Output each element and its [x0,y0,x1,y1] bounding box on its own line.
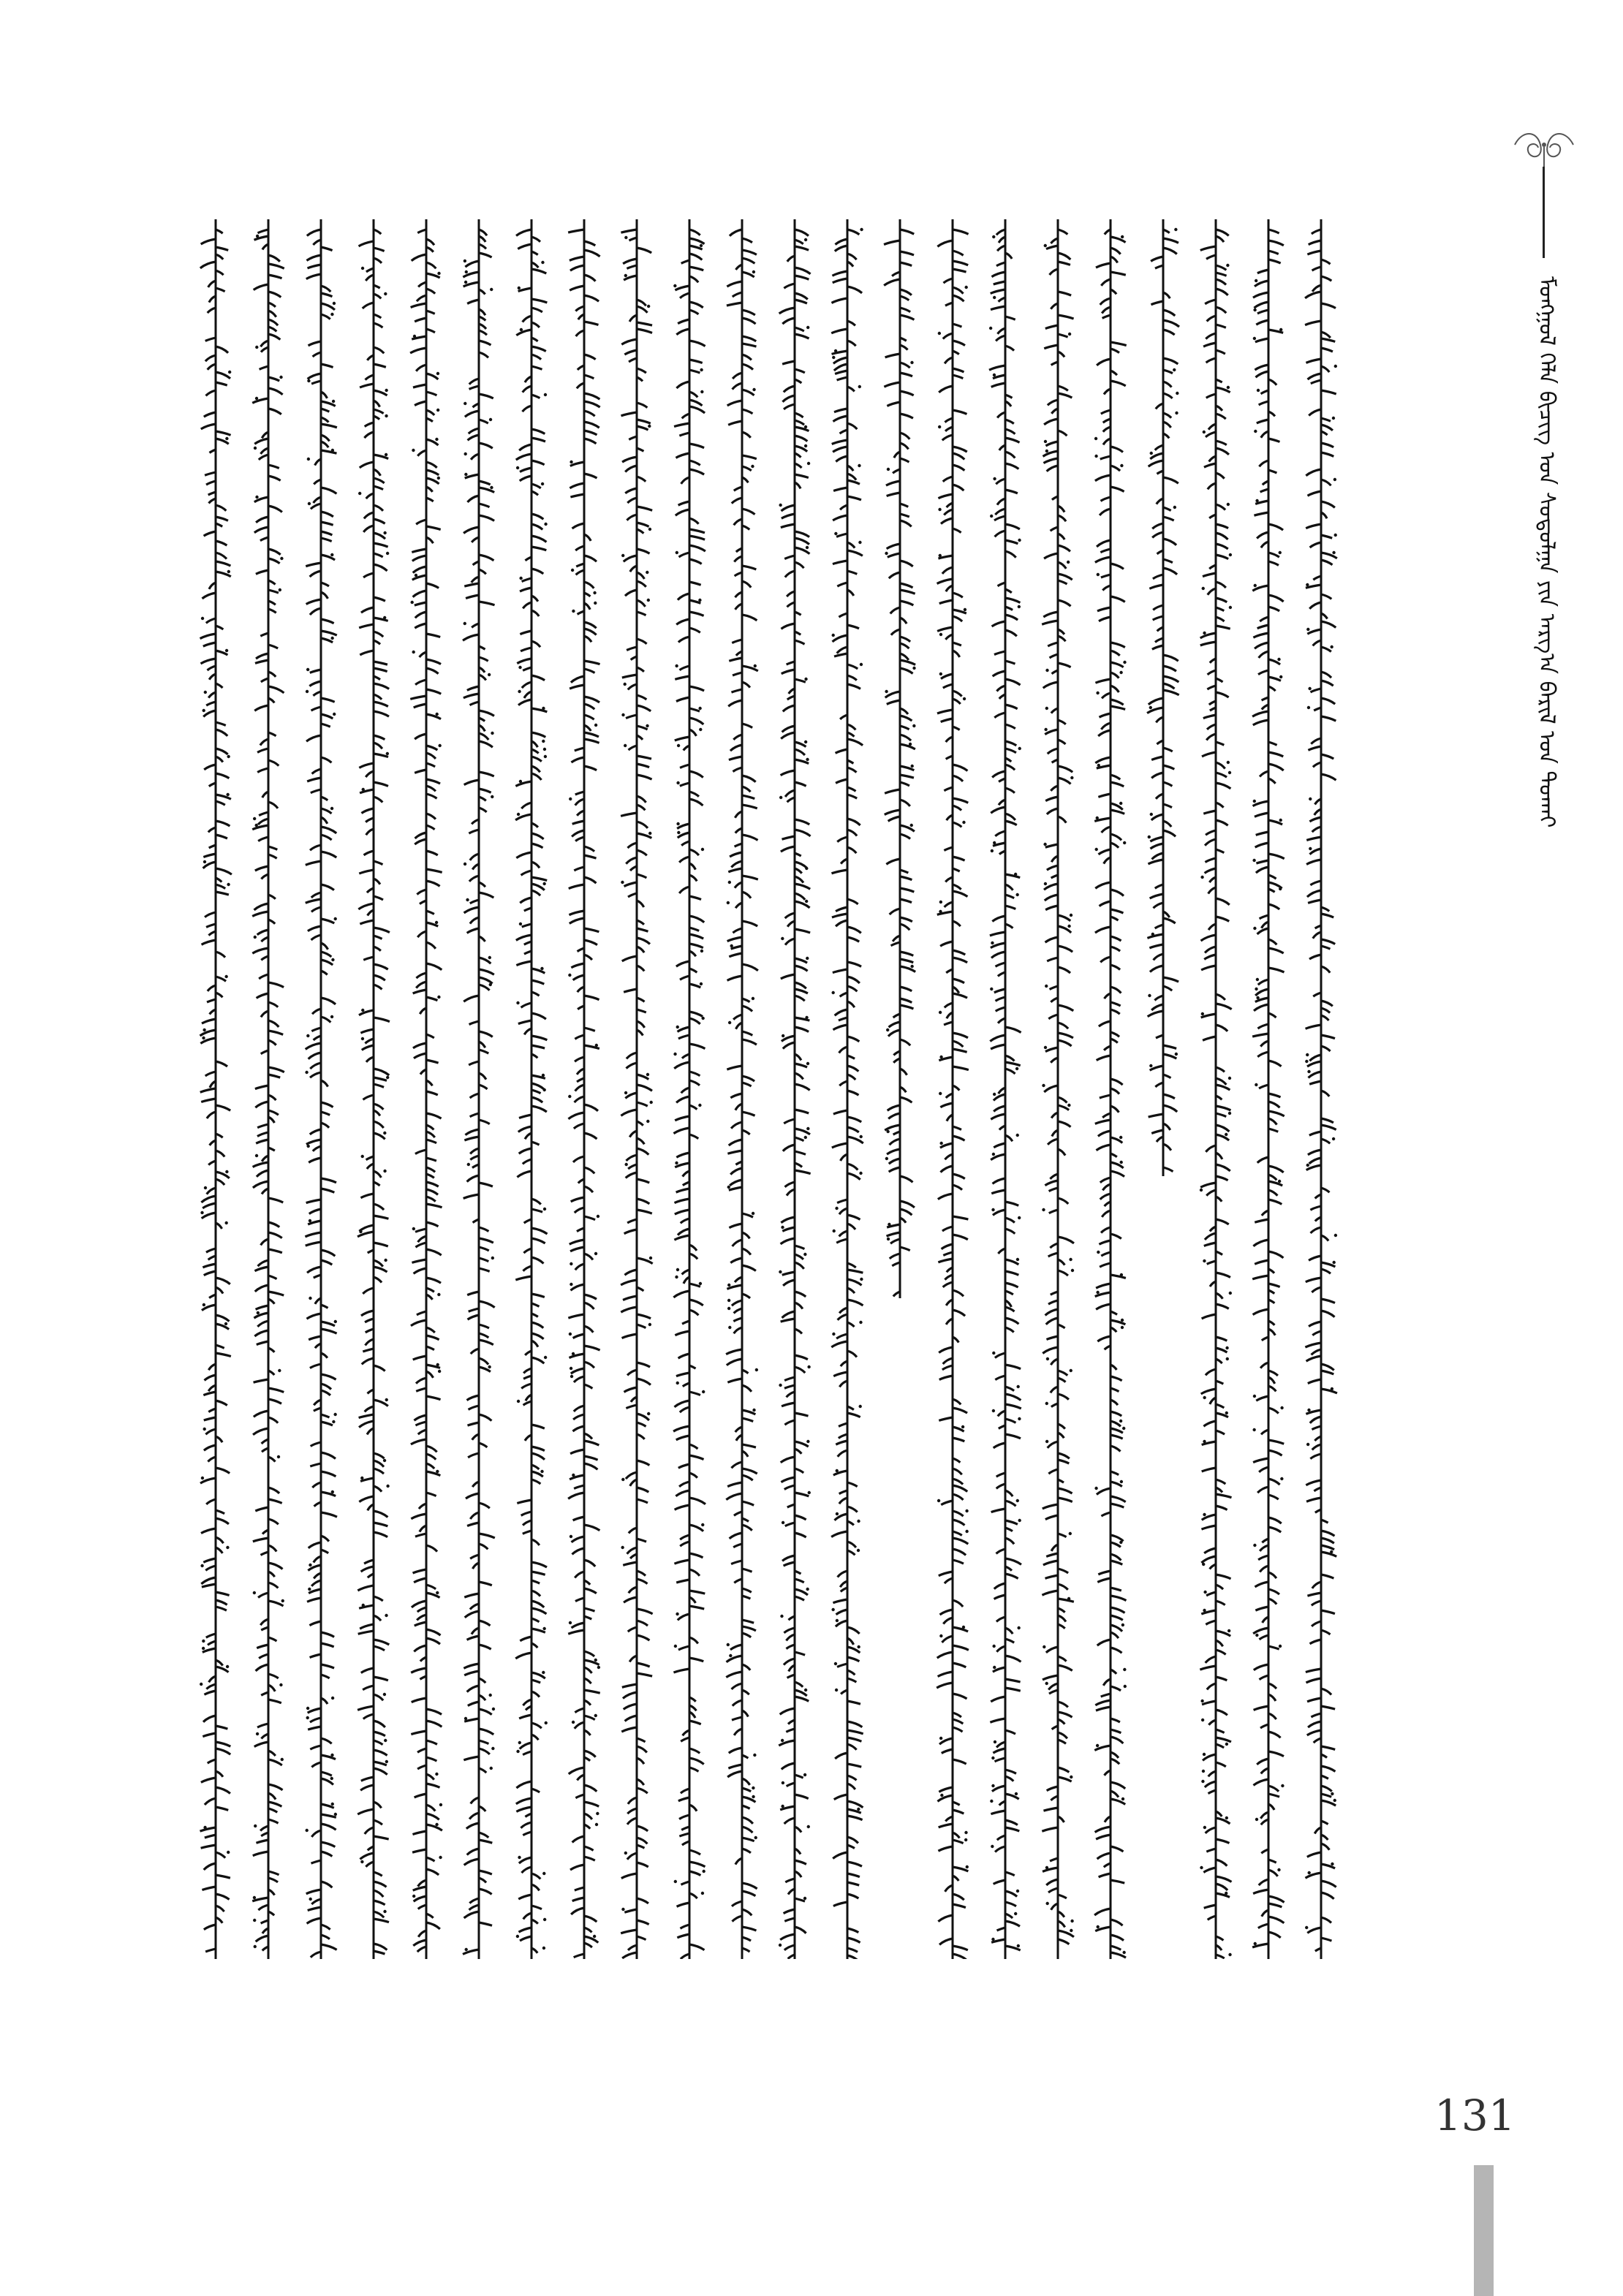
text-column [250,219,287,1959]
text-column [724,219,760,1959]
body-text [197,219,1411,1959]
text-column [408,219,444,1959]
text-column [303,219,339,1959]
text-column [197,219,234,1959]
text-column [671,219,708,1959]
text-column [829,219,866,1959]
text-column [1303,219,1339,1959]
text-column [1145,219,1181,1959]
header-rule [1543,167,1545,258]
text-column [1092,219,1129,1959]
text-column [461,219,497,1959]
text-column [1250,219,1287,1959]
text-column [987,219,1024,1959]
text-column [618,219,655,1959]
page-edge-tab [1474,2165,1494,2296]
text-column [882,219,918,1959]
text-column [1198,219,1234,1959]
header-ornament-icon [1507,123,1581,167]
running-header: ᠮᠣᠩᠭᠣᠯ ᠬᠡᠯᠡ ᠪᠢᠴᠢᠭ ᠤᠨ ᠰᠤᠳᠤᠯᠭᠠ ᠶᠢᠨ ᠠᠷᠭ᠎ᠠ ᠪᠠᠷᠢᠯ ᠤᠨ ᠲᠤᠬᠠᠢ [1534,276,1559,828]
text-column [513,219,550,1959]
text-column [355,219,392,1959]
text-column [776,219,813,1959]
text-column [934,219,971,1959]
page-number: 131 [1434,2091,1516,2140]
text-column [566,219,602,1959]
text-column [1040,219,1076,1959]
